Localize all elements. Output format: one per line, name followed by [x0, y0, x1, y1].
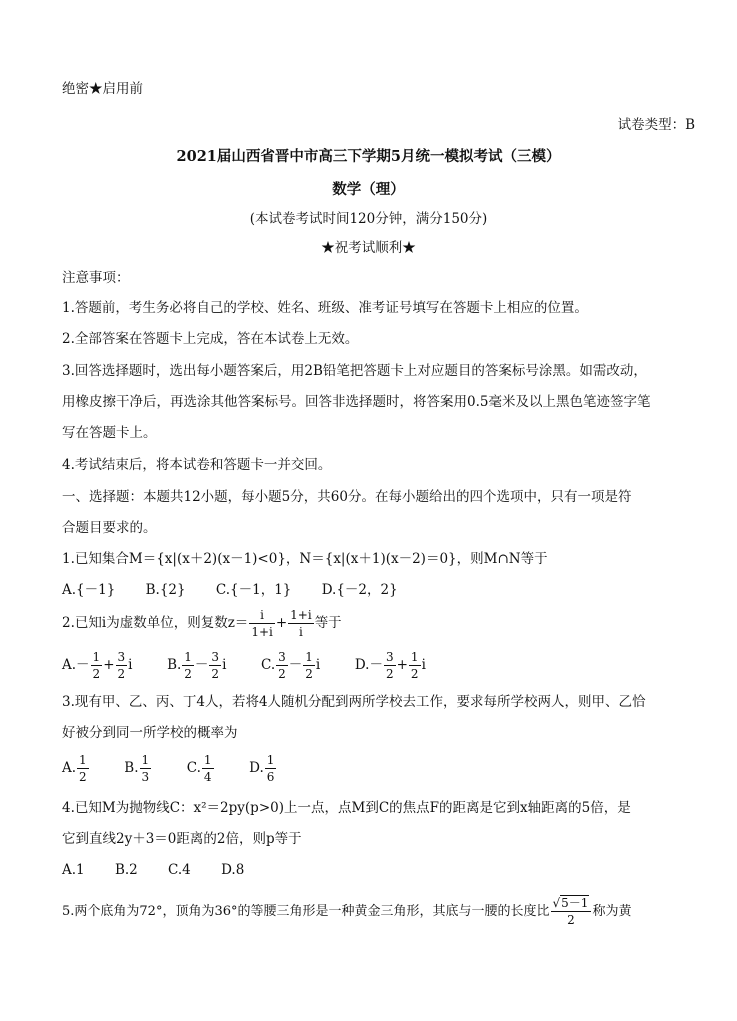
q1-option-a: A.{－1} — [62, 582, 116, 598]
q2-option-a: A.－ $\frac{1}{2}$ + $\frac{3}{2}$ i — [62, 650, 133, 681]
notes-heading: 注意事项： — [62, 270, 130, 286]
question-4-line-2: 它到直线2y＋3＝0距离的2倍，则p等于 — [62, 831, 302, 847]
note-3-line-1: 3.回答选择题时，选出每小题答案后，用2B铅笔把答题卡上对应题目的答案标号涂黑。如需改动， — [62, 363, 647, 379]
good-luck-line: ★祝考试顺利★ — [321, 240, 416, 256]
question-3-options — [62, 751, 277, 785]
q1-option-b: B.{2} — [145, 582, 186, 598]
question-4-line-1: 4.已知M为抛物线C：x²＝2py(p>0)上一点，点M到C的焦点F的距离是它到x轴距离的5倍，是 — [62, 800, 631, 816]
question-5-line-1: 5.两个底角为72°，顶角为36°的等腰三角形是一种黄金三角形，其底与一腰的长度比 $\frac{√5-1}{2}$ 称为黄 — [62, 896, 632, 927]
question-1-stem: 1.已知集合M＝{x|(x＋2)(x－1)<0}，N＝{x|(x＋1)(x－2)＝0}，则M∩N等于 — [62, 551, 548, 567]
section-1-line-1: 一、选择题：本题共12小题，每小题5分，共60分。在每小题给出的四个选项中，只有一项是符 — [62, 489, 632, 505]
q2-fraction-1: $\frac{i}{1+i}$ — [251, 608, 273, 639]
note-3-line-2: 用橡皮擦干净后，再选涂其他答案标号。回答非选择题时，将答案用0.5毫米及以上黑色笔迹签字笔 — [62, 394, 651, 410]
note-4: 4.考试结束后，将本试卷和答题卡一并交回。 — [62, 457, 332, 473]
note-1: 1.答题前，考生务必将自己的学校、姓名、班级、准考证号填写在答题卡上相应的位置。 — [62, 300, 588, 316]
paper-type: 试卷类型：B — [617, 117, 695, 133]
q2-option-d: D.－ $\frac{3}{2}$ + $\frac{1}{2}$ i — [354, 650, 426, 681]
q5-golden-ratio-fraction: $\frac{√5-1}{2}$ — [551, 897, 592, 926]
question-2-stem: 2.已知i为虚数单位，则复数z＝ $\frac{i}{1+i}$ + $\frac{1+i}{i}$ 等于 — [62, 608, 342, 639]
note-2: 2.全部答案在答题卡上完成，答在本试卷上无效。 — [62, 331, 359, 347]
q3-option-d: D. $\frac{1}{6}$ — [249, 753, 275, 784]
note-3-line-3: 写在答题卡上。 — [62, 425, 157, 441]
q2-option-b: B. $\frac{1}{2}$ － $\frac{3}{2}$ i — [167, 650, 227, 681]
question-4-options — [62, 861, 244, 879]
exam-title: 2021届山西省晋中市高三下学期5月统一模拟考试（三模） — [176, 148, 561, 165]
q3-option-c: C. $\frac{1}{4}$ — [186, 753, 212, 784]
subject-title: 数学（理） — [332, 181, 405, 198]
q2-option-c: C. $\frac{3}{2}$ － $\frac{1}{2}$ i — [260, 650, 321, 681]
q4-option-b: B.2 — [114, 862, 138, 878]
q4-option-a: A.1 — [62, 862, 85, 878]
question-1-options — [62, 581, 398, 599]
question-3-line-1: 3.现有甲、乙、丙、丁4人，若将4人随机分配到两所学校去工作，要求每所学校两人，则甲、乙恰 — [62, 694, 646, 710]
q1-option-c: C.{－1，1} — [215, 582, 292, 598]
section-1-line-2: 合题目要求的。 — [62, 520, 157, 536]
q3-option-b: B. $\frac{1}{3}$ — [124, 753, 150, 784]
q4-option-d: D.8 — [221, 862, 245, 878]
q1-option-d: D.{－2，2} — [321, 582, 398, 598]
q3-option-a: A. $\frac{1}{2}$ — [62, 753, 87, 784]
q4-option-c: C.4 — [168, 862, 191, 878]
exam-time-info: (本试卷考试时间120分钟，满分150分) — [249, 211, 488, 227]
question-3-line-2: 好被分到同一所学校的概率为 — [62, 725, 238, 741]
q2-fraction-2: $\frac{1+i}{i}$ — [290, 608, 312, 639]
question-2-options — [62, 648, 426, 682]
confidential-mark: 绝密★启用前 — [62, 81, 143, 97]
